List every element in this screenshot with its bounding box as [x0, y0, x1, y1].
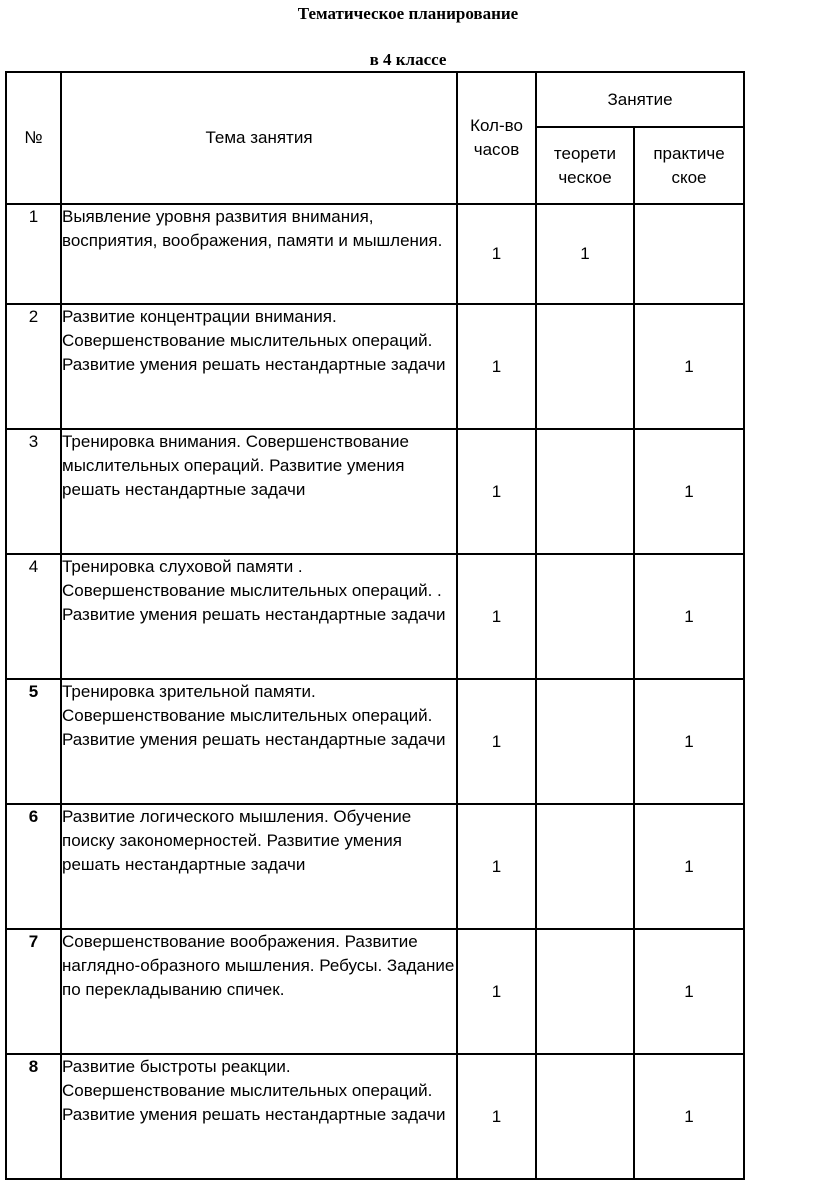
row-topic: Развитие концентрации внимания. Совершенствование мыслительных операций. Развитие умения решать нестандартные задачи: [61, 304, 457, 429]
row-practice: 1: [634, 429, 744, 554]
row-theory: 1: [536, 204, 634, 304]
row-number: 7: [6, 929, 61, 1054]
table-row: [6, 204, 744, 304]
table-row: [6, 679, 744, 804]
row-topic: Развитие быстроты реакции. Совершенствование мыслительных операций. Развитие умения решать нестандартные задачи: [61, 1054, 457, 1179]
header-lesson: Занятие: [536, 72, 744, 127]
header-num: №: [6, 72, 61, 204]
row-number: 3: [6, 429, 61, 554]
row-theory: [536, 679, 634, 804]
row-hours: 1: [457, 804, 536, 929]
page-title: Тематическое планирование: [297, 4, 519, 23]
row-hours: 1: [457, 204, 536, 304]
row-theory: [536, 554, 634, 679]
row-hours: 1: [457, 1054, 536, 1179]
header-theory: теорети ческое: [536, 127, 634, 204]
row-theory: [536, 1054, 634, 1179]
row-hours: 1: [457, 929, 536, 1054]
row-practice: 1: [634, 679, 744, 804]
row-hours: 1: [457, 679, 536, 804]
row-topic: Тренировка внимания. Совершенствование мыслительных операций. Развитие умения решать нестандартные задачи: [61, 429, 457, 554]
row-number: 6: [6, 804, 61, 929]
row-topic: Тренировка зрительной памяти. Совершенствование мыслительных операций. Развитие умения решать нестандартные задачи: [61, 679, 457, 804]
row-topic: Тренировка слуховой памяти . Совершенствование мыслительных операций. . Развитие умения решать нестандартные задачи: [61, 554, 457, 679]
header-practice: практиче ское: [634, 127, 744, 204]
row-number: 8: [6, 1054, 61, 1179]
row-practice: [634, 204, 744, 304]
row-number: 5: [6, 679, 61, 804]
row-hours: 1: [457, 304, 536, 429]
row-theory: [536, 429, 634, 554]
table-row: [6, 1054, 744, 1179]
row-theory: [536, 804, 634, 929]
row-hours: 1: [457, 554, 536, 679]
row-topic: Выявление уровня развития внимания, восприятия, воображения, памяти и мышления.: [61, 204, 457, 304]
table-row: [6, 554, 744, 679]
table-row: [6, 304, 744, 429]
row-practice: 1: [634, 554, 744, 679]
row-theory: [536, 929, 634, 1054]
row-hours: 1: [457, 429, 536, 554]
row-practice: 1: [634, 929, 744, 1054]
table-row: [6, 804, 744, 929]
page-subtitle: в 4 классе: [369, 50, 447, 69]
row-practice: 1: [634, 804, 744, 929]
row-number: 1: [6, 204, 61, 304]
table-row: [6, 429, 744, 554]
row-practice: 1: [634, 304, 744, 429]
planning-table: [5, 71, 745, 1180]
row-number: 2: [6, 304, 61, 429]
row-topic: Совершенствование воображения. Развитие наглядно-образного мышления. Ребусы. Задание по перекладыванию спичек.: [61, 929, 457, 1054]
header-topic: Тема занятия: [61, 72, 457, 204]
table-row: [6, 929, 744, 1054]
header-hours: Кол-во часов: [457, 72, 536, 204]
row-number: 4: [6, 554, 61, 679]
row-topic: Развитие логического мышления. Обучение поиску закономерностей. Развитие умения решать нестандартные задачи: [61, 804, 457, 929]
row-theory: [536, 304, 634, 429]
row-practice: 1: [634, 1054, 744, 1179]
